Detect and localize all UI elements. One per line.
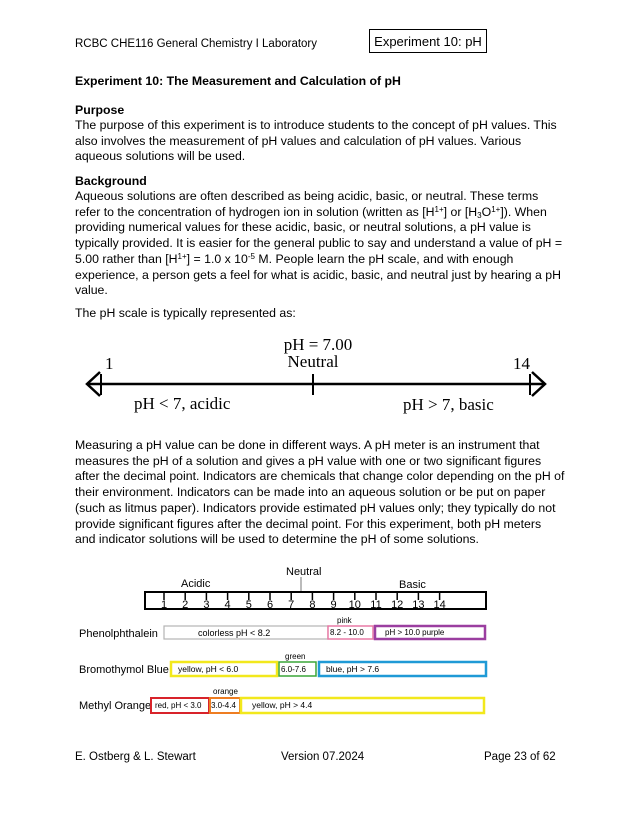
scale-tick-label-14: 14: [433, 599, 446, 611]
chart-basic-label: Basic: [399, 579, 426, 591]
scale-tick-label-10: 10: [348, 599, 361, 611]
footer-page-number: Page 23 of 62: [484, 751, 556, 763]
range-bromothymol-low-label: yellow, pH < 6.0: [178, 664, 239, 674]
indicator-name-methyl-orange: Methyl Orange: [79, 700, 152, 712]
chart-neutral-label: Neutral: [286, 566, 322, 578]
range-phenolphthalein-mid-label: 8.2 - 10.0: [330, 628, 364, 637]
range-phenolphthalein-low-label: colorless pH < 8.2: [198, 628, 271, 638]
scale-tick-label-7: 7: [288, 599, 295, 611]
methyl-orange-mid-color: orange: [213, 687, 238, 696]
scale-middle-value: pH = 7.00: [283, 335, 353, 354]
scale-tick-label-8: 8: [309, 599, 316, 611]
background-paragraph-1: Aqueous solutions are often described as being acidic, basic, or neutral. These terms refer to the concentration of hydrogen ion in solution (written as $[H^{1+}]$ or $[H_3O^{1+}]$). When providing numerical values for these acidic, basic, or neutral solutions, a pH value is typically provided. It is easier for the general public to say and understand a value of pH = 5.00 rather than $[H^{1+}] = 1.0$ x $10^{-5}$ M. People learn the pH scale, and with enough experience, a person gets a feel for what is acidic, basic, and neutral just by hearing a pH value.: [75, 189, 563, 298]
range-methyl-orange-mid-label: 3.0-4.4: [211, 701, 236, 710]
scale-right-end: 14: [513, 354, 530, 373]
purpose-heading: Purpose: [75, 103, 125, 117]
scale-tick-label-9: 9: [330, 599, 337, 611]
experiment-badge: Experiment 10: pH: [369, 29, 487, 53]
range-methyl-orange-low-label: red, pH < 3.0: [155, 701, 202, 710]
scale-left-end: 1: [105, 354, 114, 373]
scale-tick-label-6: 6: [266, 599, 274, 611]
phenolphthalein-mid-color: pink: [337, 616, 352, 625]
scale-tick-label-11: 11: [370, 599, 382, 611]
scale-middle-label: Neutral: [287, 352, 339, 371]
course-header: RCBC CHE116 General Chemistry I Laboratory: [75, 38, 318, 50]
scale-basic-label: pH > 7, basic: [403, 395, 494, 414]
indicator-name-phenolphthalein: Phenolphthalein: [79, 628, 158, 640]
scale-tick-label-5: 5: [245, 599, 252, 611]
scale-acidic-label: pH < 7, acidic: [134, 394, 231, 413]
indicator-name-bromothymol-blue: Bromothymol Blue: [79, 664, 169, 676]
scale-tick-label-1: 1: [160, 599, 168, 611]
background-paragraph-2: The pH scale is typically represented as:: [75, 306, 296, 320]
purpose-text: The purpose of this experiment is to introduce students to the concept of pH values. This also involves the measurement of pH values and calculation of pH values. Various aqueous solutions will be used.: [75, 118, 557, 164]
scale-tick-label-4: 4: [224, 599, 231, 611]
chart-acidic-label: Acidic: [181, 578, 211, 590]
scale-tick-label-3: 3: [203, 599, 210, 611]
range-bromothymol-high-label: blue, pH > 7.6: [326, 664, 380, 674]
scale-tick-label-13: 13: [412, 599, 425, 611]
bromothymol-mid-color: green: [285, 652, 306, 661]
scale-tick-label-2: 2: [182, 599, 189, 611]
page-title: Experiment 10: The Measurement and Calculation of pH: [75, 74, 401, 88]
background-heading: Background: [75, 174, 147, 188]
range-bromothymol-mid-label: 6.0-7.6: [281, 665, 306, 674]
footer-authors: E. Ostberg & L. Stewart: [75, 751, 196, 763]
footer-version: Version 07.2024: [281, 751, 365, 763]
range-phenolphthalein-high-label: pH > 10.0 purple: [385, 628, 445, 637]
scale-tick-label-12: 12: [391, 599, 404, 611]
background-paragraph-3: Measuring a pH value can be done in different ways. A pH meter is an instrument that measures the pH of a solution and gives a pH value with one or two significant figures after the decimal point. Indicators are chemicals that change color depending on the pH of their environment. Indicators can be made into an aqueous solution or be put on paper (such as litmus paper). Indicators provide estimated pH values only; they typically do not provide significant figures after the decimal point. For this experiment, both pH meters and indicator solutions will be used to determine the pH of some solutions.: [75, 438, 565, 547]
range-methyl-orange-high-label: yellow, pH > 4.4: [252, 700, 313, 710]
